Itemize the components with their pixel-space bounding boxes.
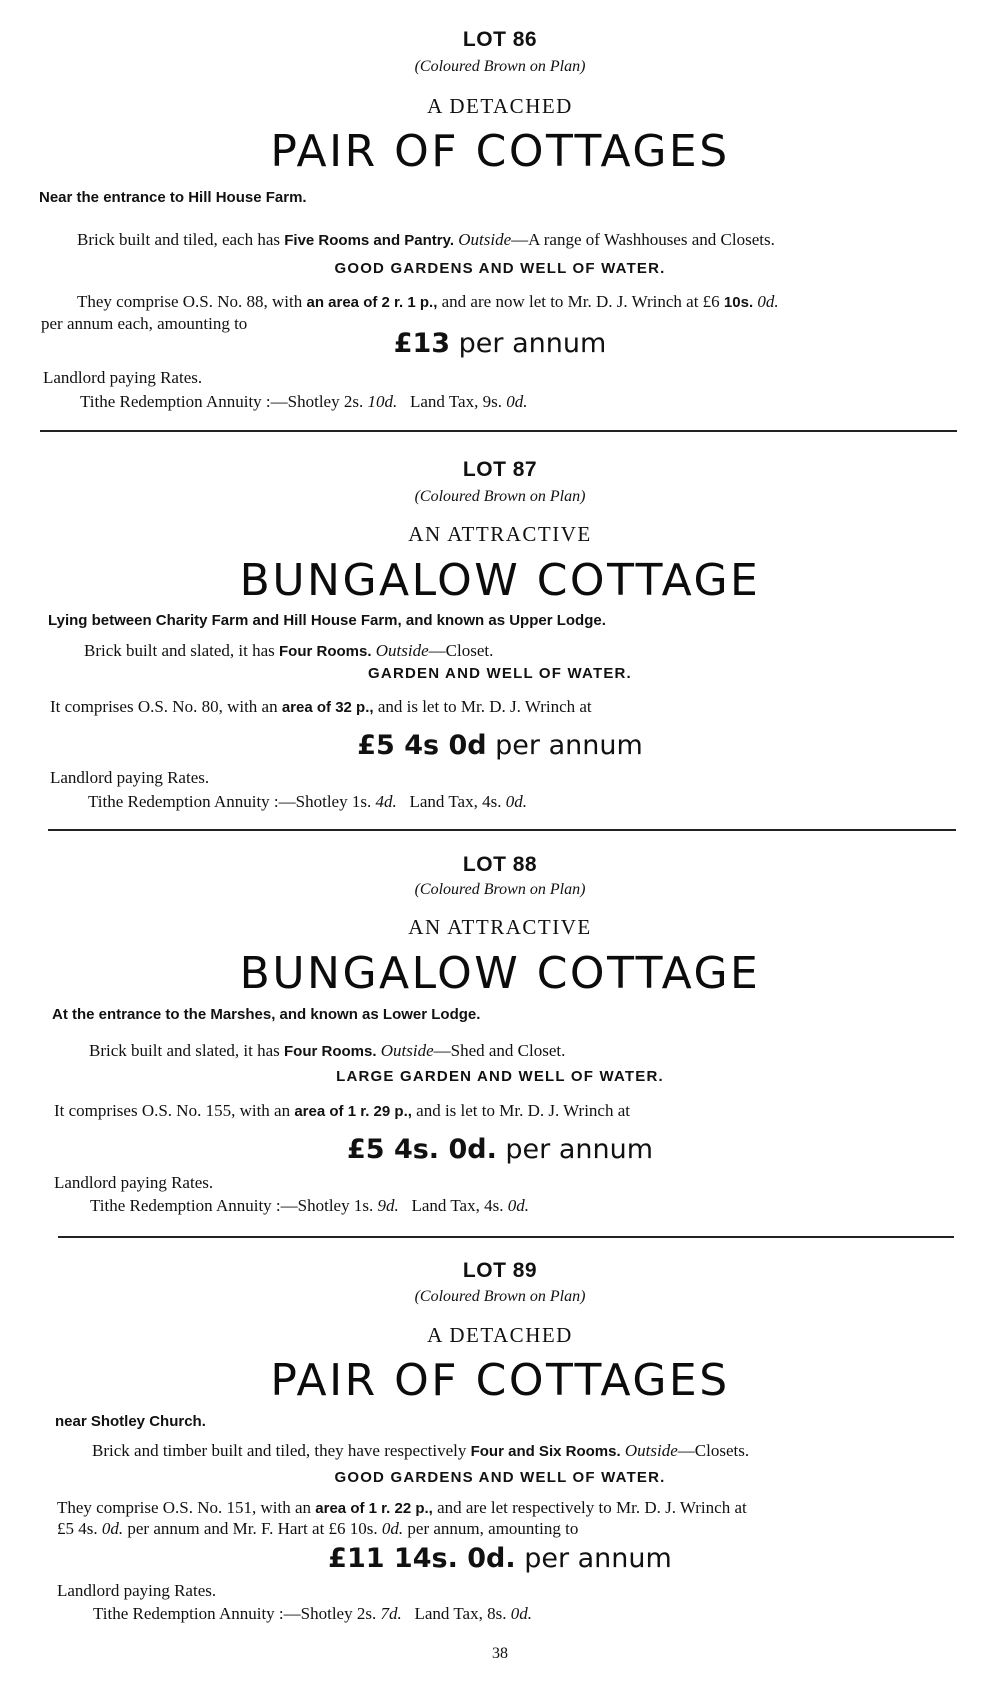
lot-location: Lying between Charity Farm and Hill House Farm, and known as Upper Lodge. xyxy=(48,612,606,629)
lot-description: Brick built and slated, it has Four Rooms. Outside—Shed and Closet. xyxy=(89,1041,566,1060)
lot-number: LOT 88 xyxy=(462,853,538,876)
lot-headline: PAIR OF COTTAGES xyxy=(270,1355,730,1406)
lot-tithe: Tithe Redemption Annuity :—Shotley 1s. 9d. Land Tax, 4s. 0d. xyxy=(90,1196,529,1215)
lot-location: near Shotley Church. xyxy=(55,1413,206,1430)
lot-rent: £11 14s. 0d. per annum xyxy=(328,1543,672,1574)
lot-comprise: It comprises O.S. No. 80, with an area of 32 p., and is let to Mr. D. J. Wrinch at xyxy=(50,697,592,716)
lot-comprise-line2: £5 4s. 0d. per annum and Mr. F. Hart at £6 10s. 0d. per annum, amounting to xyxy=(57,1519,579,1538)
plan-note: (Coloured Brown on Plan) xyxy=(414,1288,586,1305)
lot-comprise: They comprise O.S. No. 88, with an area of 2 r. 1 p., and are now let to Mr. D. J. Wrinch at £6 10s. 0d. xyxy=(77,292,779,311)
lot-rates: Landlord paying Rates. xyxy=(43,368,203,387)
lot-number: LOT 87 xyxy=(462,458,538,481)
lot-intro: A DETACHED xyxy=(427,94,573,118)
page-number: 38 xyxy=(492,1645,508,1662)
lot-rent: £5 4s. 0d. per annum xyxy=(346,1134,654,1165)
lot-headline: PAIR OF COTTAGES xyxy=(270,126,730,177)
lot-number: LOT 89 xyxy=(462,1259,538,1282)
lot-divider xyxy=(48,829,956,831)
lot-tithe: Tithe Redemption Annuity :—Shotley 1s. 4d. Land Tax, 4s. 0d. xyxy=(88,792,527,811)
lot-description: Brick and timber built and tiled, they have respectively Four and Six Rooms. Outside—Closets. xyxy=(92,1441,750,1460)
lot-divider xyxy=(58,1236,954,1238)
lot-headline: BUNGALOW COTTAGE xyxy=(239,948,761,999)
plan-note: (Coloured Brown on Plan) xyxy=(414,58,586,75)
lot-number: LOT 86 xyxy=(462,28,538,51)
lot-tithe: Tithe Redemption Annuity :—Shotley 2s. 7d. Land Tax, 8s. 0d. xyxy=(93,1604,532,1623)
lot-features: GARDEN AND WELL OF WATER. xyxy=(368,665,632,682)
lot-description: Brick built and tiled, each has Five Rooms and Pantry. Outside—A range of Washhouses and Closets. xyxy=(77,230,775,249)
plan-note: (Coloured Brown on Plan) xyxy=(414,488,586,505)
lot-rates: Landlord paying Rates. xyxy=(54,1173,214,1192)
lot-location: Near the entrance to Hill House Farm. xyxy=(39,189,307,206)
lot-divider xyxy=(40,430,957,432)
lot-intro: AN ATTRACTIVE xyxy=(408,915,592,939)
lot-comprise-line2: per annum each, amounting to xyxy=(41,314,248,333)
lot-description: Brick built and slated, it has Four Rooms. Outside—Closet. xyxy=(84,641,494,660)
lot-headline: BUNGALOW COTTAGE xyxy=(239,555,761,606)
lot-rates: Landlord paying Rates. xyxy=(57,1581,217,1600)
lot-tithe: Tithe Redemption Annuity :—Shotley 2s. 10d. Land Tax, 9s. 0d. xyxy=(80,392,528,411)
lot-intro: A DETACHED xyxy=(427,1323,573,1347)
lot-intro: AN ATTRACTIVE xyxy=(408,522,592,546)
lot-rates: Landlord paying Rates. xyxy=(50,768,210,787)
lot-rent: £5 4s 0d per annum xyxy=(357,730,643,761)
lot-comprise: It comprises O.S. No. 155, with an area of 1 r. 29 p., and is let to Mr. D. J. Wrinch at xyxy=(54,1101,630,1120)
lot-location: At the entrance to the Marshes, and known as Lower Lodge. xyxy=(52,1006,481,1023)
plan-note: (Coloured Brown on Plan) xyxy=(414,881,586,898)
lot-rent: £13 per annum xyxy=(393,328,607,359)
lot-features: GOOD GARDENS AND WELL OF WATER. xyxy=(334,1469,666,1486)
lot-comprise: They comprise O.S. No. 151, with an area of 1 r. 22 p., and are let respectively to Mr. D. J. Wrinch at xyxy=(57,1498,747,1517)
lot-features: LARGE GARDEN AND WELL OF WATER. xyxy=(336,1068,664,1085)
lot-features: GOOD GARDENS AND WELL OF WATER. xyxy=(334,260,666,277)
